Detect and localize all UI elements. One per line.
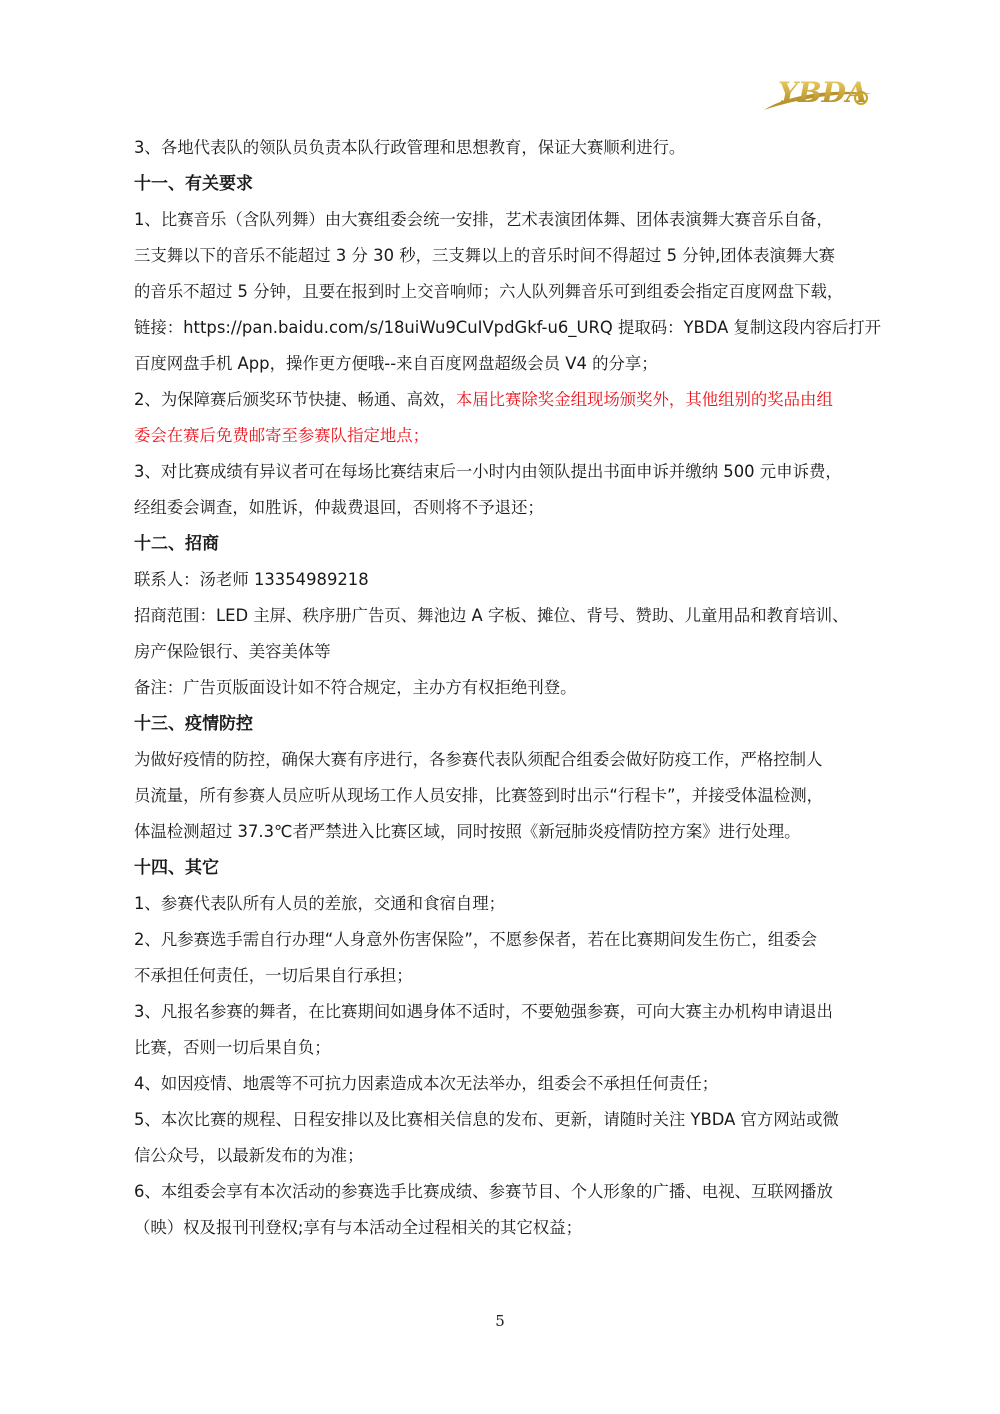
line-text: 2、为保障赛后颁奖环节快捷、畅通、高效， — [134, 390, 456, 409]
paragraph-line: 房产保险银行、美容美体等 — [134, 642, 331, 661]
paragraph-line: 链接：https://pan.baidu.com/s/18uiWu9CuIVpdGkf-u6_URQ 提取码：YBDA 复制这段内容后打开 — [134, 318, 882, 337]
paragraph-line: 备注：广告页版面设计如不符合规定，主办方有权拒绝刊登。 — [134, 678, 577, 697]
highlight-line: 委会在赛后免费邮寄至参赛队指定地点； — [134, 426, 430, 445]
paragraph-line: 3、凡报名参赛的舞者，在比赛期间如遇身体不适时，不要勉强参赛，可向大赛主办机构申请退出 — [134, 1002, 833, 1021]
ybda-logo — [758, 64, 876, 122]
section-heading: 十三、疫情防控 — [134, 714, 253, 734]
section-heading: 十一、有关要求 — [134, 174, 253, 194]
logo-text: YBDA — [778, 76, 868, 109]
paragraph-line: 4、如因疫情、地震等不可抗力因素造成本次无法举办，组委会不承担任何责任； — [134, 1074, 719, 1093]
paragraph-line — [134, 382, 886, 418]
paragraph-line: 三支舞以下的音乐不能超过 3 分 30 秒，三支舞以上的音乐时间不得超过 5 分钟,团体表演舞大赛 — [134, 246, 836, 265]
paragraph-line: 招商范围：LED 主屏、秩序册广告页、舞池边 A 字板、摊位、背号、赞助、儿童用品和教育培训、 — [134, 606, 849, 625]
paragraph-line: 5、本次比赛的规程、日程安排以及比赛相关信息的发布、更新，请随时关注 YBDA 官方网站或微 — [134, 1110, 839, 1129]
paragraph-line: 6、本组委会享有本次活动的参赛选手比赛成绩、参赛节目、个人形象的广播、电视、互联网播放 — [134, 1182, 833, 1201]
highlight-text: 本届比赛除奖金组现场颁奖外，其他组别的奖品由组 — [455, 390, 833, 409]
paragraph-line: 1、比赛音乐（含队列舞）由大赛组委会统一安排，艺术表演团体舞、团体表演舞大赛音乐自备， — [134, 210, 833, 229]
section-heading: 十四、其它 — [134, 858, 219, 878]
paragraph-line: 1、参赛代表队所有人员的差旅，交通和食宿自理； — [134, 894, 506, 913]
paragraph-line: 员流量，所有参赛人员应听从现场工作人员安排，比赛签到时出示“行程卡”，并接受体温检测， — [134, 786, 823, 805]
paragraph-line: 体温检测超过 37.3℃者严禁进入比赛区域，同时按照《新冠肺炎疫情防控方案》进行处理。 — [134, 822, 801, 841]
paragraph-line: 2、凡参赛选手需自行办理“人身意外伤害保险”，不愿参保者，若在比赛期间发生伤亡，组委会 — [134, 930, 818, 949]
section-heading: 十二、招商 — [134, 534, 219, 554]
paragraph-line: 3、各地代表队的领队员负责本队行政管理和思想教育，保证大赛顺利进行。 — [134, 138, 686, 157]
paragraph-line: 信公众号，以最新发布的为准； — [134, 1146, 364, 1165]
paragraph-line: （映）权及报刊刊登权;享有与本活动全过程相关的其它权益； — [134, 1218, 583, 1237]
paragraph-line: 经组委会调查，如胜诉，仲裁费退回，否则将不予退还； — [134, 498, 544, 517]
document-body — [134, 130, 886, 1246]
paragraph-line: 比赛，否则一切后果自负； — [134, 1038, 331, 1057]
paragraph-line: 不承担任何责任，一切后果自行承担； — [134, 966, 413, 985]
page-number: 5 — [495, 1312, 505, 1330]
paragraph-line: 为做好疫情的防控，确保大赛有序进行，各参赛代表队须配合组委会做好防疫工作，严格控制人 — [134, 750, 823, 769]
paragraph-line: 的音乐不超过 5 分钟，且要在报到时上交音响师；六人队列舞音乐可到组委会指定百度网盘下载， — [134, 282, 844, 301]
paragraph-line: 3、对比赛成绩有异议者可在每场比赛结束后一小时内由领队提出书面申诉并缴纳 500 元申诉费， — [134, 462, 842, 481]
paragraph-line: 百度网盘手机 App，操作更方便哦--来自百度网盘超级会员 V4 的分享； — [134, 354, 658, 373]
paragraph-line: 联系人：汤老师 13354989218 — [134, 570, 369, 589]
